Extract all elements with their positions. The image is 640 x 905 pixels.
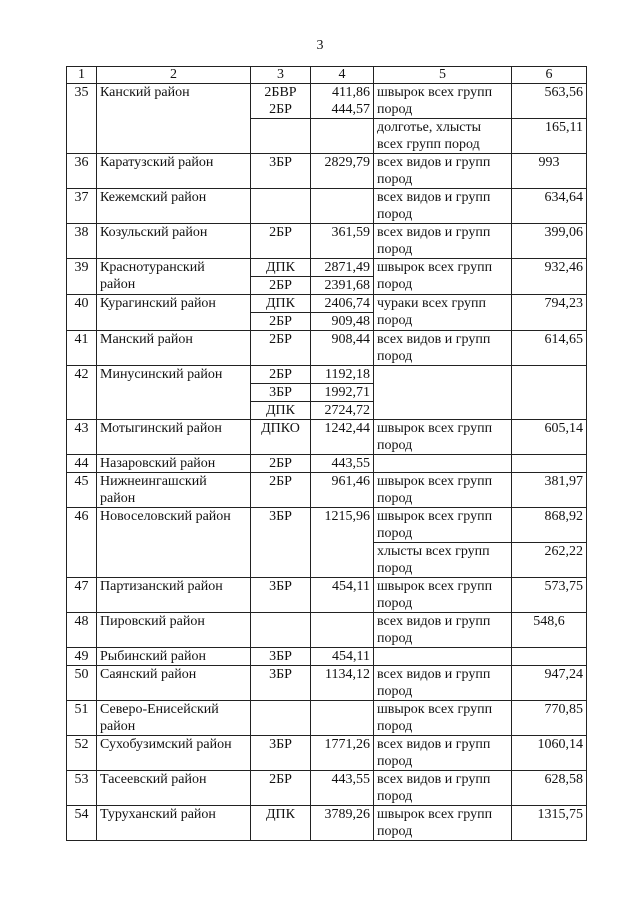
rate-value: 361,59: [311, 224, 374, 259]
header-cell: 4: [311, 67, 374, 84]
district-name: Кежемский район: [97, 189, 251, 224]
district-name: Нижнеингашский район: [97, 473, 251, 508]
header-cell: 5: [374, 67, 512, 84]
district-name: Партизанский район: [97, 578, 251, 613]
row-number: 38: [67, 224, 97, 259]
price: 947,24: [512, 666, 587, 701]
header-cell: 1: [67, 67, 97, 84]
assortment: швырок всех групп пород: [374, 578, 512, 613]
rate-value: 1192,18: [311, 366, 374, 384]
category-code: 2БР: [251, 313, 311, 331]
table-row: [67, 613, 587, 648]
assortment: швырок всех групп пород: [374, 701, 512, 736]
district-name: Каратузский район: [97, 154, 251, 189]
price: 614,65: [512, 331, 587, 366]
category-code: 3БР: [251, 578, 311, 613]
category-code: 2БР: [251, 224, 311, 259]
category-code: ДПКО: [251, 420, 311, 455]
assortment: швырок всех групп пород: [374, 806, 512, 841]
assortment: швырок всех групп пород: [374, 259, 512, 295]
row-number: 49: [67, 648, 97, 666]
table-row: [67, 189, 587, 224]
category-code: 2БР: [251, 771, 311, 806]
category-code: 2БВР 2БР: [251, 84, 311, 119]
district-name: Сухобузимский район: [97, 736, 251, 771]
row-number: 44: [67, 455, 97, 473]
assortment: всех видов и групп пород: [374, 771, 512, 806]
category-code: 3БР: [251, 384, 311, 402]
price: 548,6: [512, 613, 587, 648]
rate-value: 2724,72: [311, 402, 374, 420]
assortment: [374, 455, 512, 473]
rate-value: 1215,96: [311, 508, 374, 578]
price: 262,22: [512, 543, 587, 578]
district-name: Курагинский район: [97, 295, 251, 331]
district-name: Северо-Енисейский район: [97, 701, 251, 736]
page-number: 3: [316, 38, 324, 53]
category-code: 3БР: [251, 666, 311, 701]
rate-value: 2391,68: [311, 277, 374, 295]
price: 1060,14: [512, 736, 587, 771]
row-number: 35: [67, 84, 97, 154]
category-code: 2БР: [251, 455, 311, 473]
district-name: Назаровский район: [97, 455, 251, 473]
row-number: 47: [67, 578, 97, 613]
category-code: 3БР: [251, 736, 311, 771]
category-code: 2БР: [251, 366, 311, 384]
district-name: Тасеевский район: [97, 771, 251, 806]
rate-value: 2829,79: [311, 154, 374, 189]
row-number: 36: [67, 154, 97, 189]
category-code: 3БР: [251, 648, 311, 666]
row-number: 46: [67, 508, 97, 578]
assortment: [374, 366, 512, 420]
price: 770,85: [512, 701, 587, 736]
rate-value: [311, 119, 374, 154]
assortment: хлысты всех групп пород: [374, 543, 512, 578]
assortment: всех видов и групп пород: [374, 666, 512, 701]
rate-value: 454,11: [311, 648, 374, 666]
table-row: [67, 331, 587, 366]
table-row: [67, 736, 587, 771]
category-code: ДПК: [251, 259, 311, 277]
rate-value: 411,86 444,57: [311, 84, 374, 119]
assortment: всех видов и групп пород: [374, 736, 512, 771]
district-name: Краснотуранский район: [97, 259, 251, 295]
rate-value: 1242,44: [311, 420, 374, 455]
row-number: 51: [67, 701, 97, 736]
table-row: [67, 420, 587, 455]
price: [512, 455, 587, 473]
table-row: [67, 259, 587, 277]
header-row: [67, 67, 587, 84]
price: 1315,75: [512, 806, 587, 841]
table-row: [67, 648, 587, 666]
district-name: Козульский район: [97, 224, 251, 259]
table-row: [67, 224, 587, 259]
row-number: 37: [67, 189, 97, 224]
assortment: швырок всех групп пород: [374, 420, 512, 455]
district-name: Манский район: [97, 331, 251, 366]
price: 634,64: [512, 189, 587, 224]
price: [512, 366, 587, 420]
category-code: [251, 613, 311, 648]
row-number: 48: [67, 613, 97, 648]
assortment: всех видов и групп пород: [374, 189, 512, 224]
row-number: 42: [67, 366, 97, 420]
assortment: чураки всех групп пород: [374, 295, 512, 331]
price: 381,97: [512, 473, 587, 508]
category-code: [251, 701, 311, 736]
price: 563,56: [512, 84, 587, 119]
rate-value: 908,44: [311, 331, 374, 366]
assortment: всех видов и групп пород: [374, 613, 512, 648]
table-row: [67, 455, 587, 473]
row-number: 43: [67, 420, 97, 455]
price: 932,46: [512, 259, 587, 295]
table-row: [67, 366, 587, 384]
category-code: [251, 189, 311, 224]
assortment: [374, 648, 512, 666]
category-code: 2БР: [251, 473, 311, 508]
price: 573,75: [512, 578, 587, 613]
header-cell: 2: [97, 67, 251, 84]
category-code: 3БР: [251, 508, 311, 578]
assortment: швырок всех групп пород: [374, 473, 512, 508]
assortment: швырок всех групп пород: [374, 508, 512, 543]
assortment: всех видов и групп пород: [374, 224, 512, 259]
price: 165,11: [512, 119, 587, 154]
rate-value: [311, 613, 374, 648]
price: 628,58: [512, 771, 587, 806]
rate-value: 1771,26: [311, 736, 374, 771]
row-number: 39: [67, 259, 97, 295]
rate-value: 2871,49: [311, 259, 374, 277]
price-table: [66, 66, 587, 841]
header-cell: 6: [512, 67, 587, 84]
table-row: [67, 473, 587, 508]
district-name: Саянский район: [97, 666, 251, 701]
category-code: [251, 119, 311, 154]
category-code: 3БР: [251, 154, 311, 189]
table-row: [67, 578, 587, 613]
category-code: 2БР: [251, 277, 311, 295]
row-number: 40: [67, 295, 97, 331]
district-name: Пировский район: [97, 613, 251, 648]
header-cell: 3: [251, 67, 311, 84]
table-row: [67, 806, 587, 841]
rate-value: 443,55: [311, 455, 374, 473]
row-number: 45: [67, 473, 97, 508]
table-row: [67, 701, 587, 736]
category-code: ДПК: [251, 295, 311, 313]
assortment: всех видов и групп пород: [374, 154, 512, 189]
table-row: [67, 84, 587, 119]
district-name: Рыбинский район: [97, 648, 251, 666]
district-name: Канский район: [97, 84, 251, 154]
table-row: [67, 154, 587, 189]
row-number: 53: [67, 771, 97, 806]
rate-value: 909,48: [311, 313, 374, 331]
row-number: 54: [67, 806, 97, 841]
row-number: 52: [67, 736, 97, 771]
rate-value: 2406,74: [311, 295, 374, 313]
rate-value: 443,55: [311, 771, 374, 806]
district-name: Новоселовский район: [97, 508, 251, 578]
price: 794,23: [512, 295, 587, 331]
rate-value: [311, 701, 374, 736]
price: [512, 648, 587, 666]
rate-value: 454,11: [311, 578, 374, 613]
price: 993: [512, 154, 587, 189]
assortment: долготье, хлысты всех групп пород: [374, 119, 512, 154]
table-row: [67, 508, 587, 543]
category-code: ДПК: [251, 402, 311, 420]
rate-value: 1992,71: [311, 384, 374, 402]
rate-value: [311, 189, 374, 224]
rate-value: 1134,12: [311, 666, 374, 701]
table-row: [67, 666, 587, 701]
rate-value: 961,46: [311, 473, 374, 508]
category-code: 2БР: [251, 331, 311, 366]
assortment: швырок всех групп пород: [374, 84, 512, 119]
assortment: всех видов и групп пород: [374, 331, 512, 366]
row-number: 41: [67, 331, 97, 366]
district-name: Туруханский район: [97, 806, 251, 841]
category-code: ДПК: [251, 806, 311, 841]
price: 399,06: [512, 224, 587, 259]
price: 868,92: [512, 508, 587, 543]
rate-value: 3789,26: [311, 806, 374, 841]
row-number: 50: [67, 666, 97, 701]
table-row: [67, 771, 587, 806]
table-row: [67, 295, 587, 313]
price: 605,14: [512, 420, 587, 455]
district-name: Мотыгинский район: [97, 420, 251, 455]
district-name: Минусинский район: [97, 366, 251, 420]
